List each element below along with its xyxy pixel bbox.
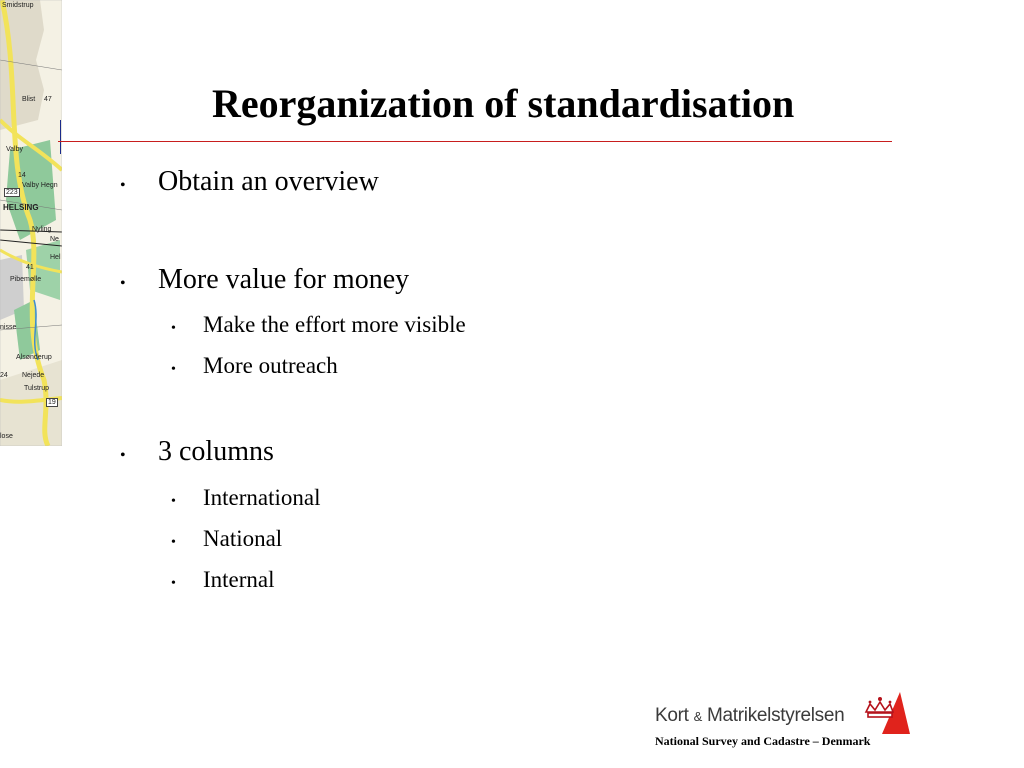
road-number: 24 xyxy=(0,372,8,379)
bullet-dot: • xyxy=(171,321,176,336)
road-number: 14 xyxy=(18,172,26,179)
map-label: Alsønderup xyxy=(16,354,52,361)
sub-bullet-item xyxy=(171,312,466,338)
bullet-text: More outreach xyxy=(203,353,338,378)
logo-word-2: Matrikelstyrelsen xyxy=(702,705,845,726)
slide-title: Reorganization of standardisation xyxy=(212,81,795,126)
footer-caption: National Survey and Cadastre – Denmark xyxy=(655,734,871,748)
crown-triangle-logo-icon xyxy=(864,690,910,736)
map-label: Ne xyxy=(50,236,59,243)
road-number: 47 xyxy=(44,96,52,103)
map-label: HELSING xyxy=(3,203,39,212)
bullet-item xyxy=(120,436,274,468)
map-label: Pibemølle xyxy=(10,276,42,283)
bullet-text: International xyxy=(203,485,321,510)
bullet-dot: • xyxy=(120,275,126,292)
bullet-text: 3 columns xyxy=(158,436,274,467)
map-label: Nyling xyxy=(32,226,52,233)
map-label: Valby Hegn xyxy=(22,182,58,189)
map-label: lose xyxy=(0,433,13,440)
map-label: Blist xyxy=(22,96,36,103)
map-label: Hel xyxy=(50,254,61,261)
map-background xyxy=(0,0,62,446)
map-label: Smidstrup xyxy=(2,2,34,9)
bullet-dot: • xyxy=(171,494,176,509)
map-label: nisse xyxy=(0,324,17,331)
bullet-text: Internal xyxy=(203,567,275,592)
bullet-dot: • xyxy=(171,576,176,591)
bullet-dot: • xyxy=(171,362,176,377)
bullet-text: National xyxy=(203,526,283,551)
bullet-dot: • xyxy=(120,177,126,194)
bullet-item xyxy=(120,264,409,296)
title-underline xyxy=(58,141,892,142)
road-number: 19 xyxy=(48,399,56,406)
road-number: 223 xyxy=(6,189,18,196)
title-marker-line xyxy=(60,120,61,154)
bullet-item xyxy=(120,166,379,198)
sub-bullet-item xyxy=(171,567,275,593)
bullet-dot: • xyxy=(171,535,176,550)
sub-bullet-item xyxy=(171,526,282,552)
map-label: Nejede xyxy=(22,372,45,379)
sub-bullet-item xyxy=(171,485,321,511)
bullet-text: Obtain an overview xyxy=(158,166,379,197)
bullet-text: Make the effort more visible xyxy=(203,312,466,337)
map-label: Valby xyxy=(6,146,23,153)
road-number: 41 xyxy=(26,264,34,271)
sub-bullet-item xyxy=(171,353,338,379)
map-image-strip xyxy=(0,0,62,446)
bullet-text: More value for money xyxy=(158,264,410,295)
logo-ampersand: & xyxy=(693,709,702,724)
logo-word-1: Kort xyxy=(655,705,694,726)
bullet-dot: • xyxy=(120,447,126,464)
agency-logo-text xyxy=(655,705,844,727)
map-label: Tulstrup xyxy=(24,385,50,392)
